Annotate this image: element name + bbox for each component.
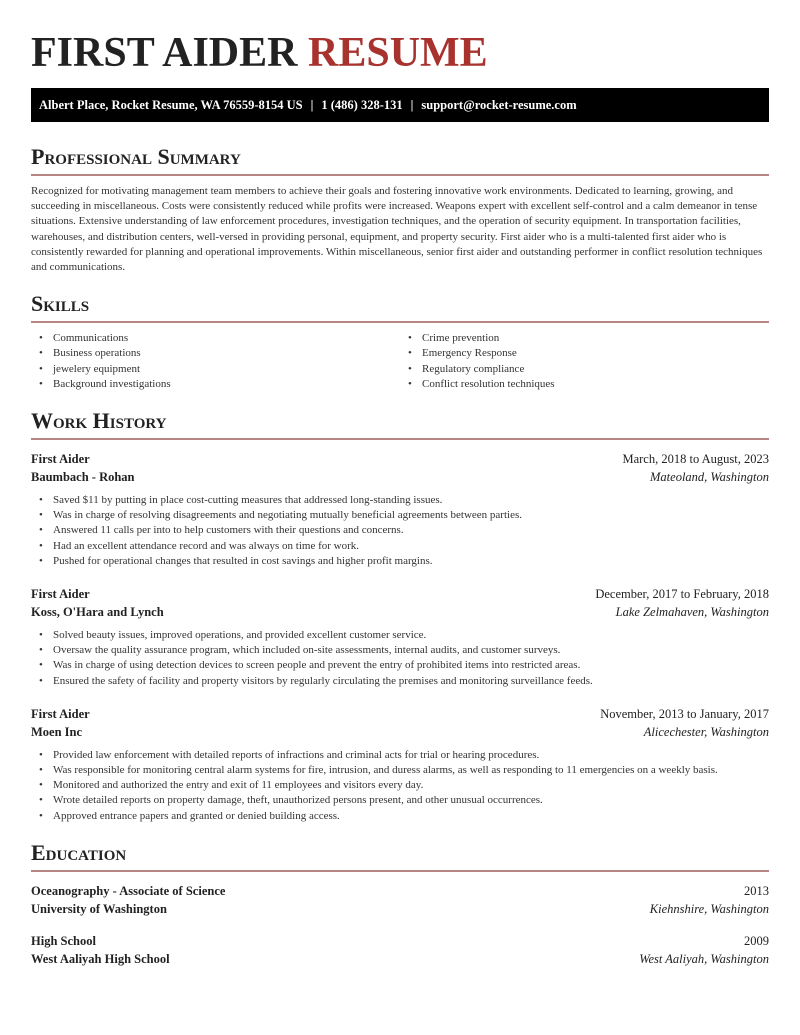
- summary-text: Recognized for motivating management team members to achieve their goals and fostering innovative work environments. Dedicated to learning, growing, and succeeding in miscellaneous. Costs were consistently reduced while profits were increased. Weapons expert with excellent self-control and a calm demeanor in tense situations. Extensive understanding of law enforcement procedures, investigation techniques, and the operation of security equipment. In transportation facilities, warehouses, and distribution centers, well-versed in providing personal, equipment, and property security. First aider who is a multi-talented first aider who is consistently rewarded for planning and operational improvements. Within miscellaneous, senior first aider and outstanding performer in conflict resolution techniques and communications.: [31, 185, 763, 274]
- job-location: Alicechester, Washington: [643, 724, 769, 739]
- job-bullet: • Saved $11 by putting in place cost-cutting measures that addressed long-standing issues.: [39, 493, 769, 508]
- contact-address: Albert Place, Rocket Resume, WA 76559-8154 US: [39, 97, 303, 112]
- skill-item: • jewelery equipment: [39, 362, 400, 377]
- contact-separator: |: [410, 97, 414, 112]
- education-location: Kiehnshire, Washington: [649, 901, 769, 916]
- job-entry: [31, 585, 769, 689]
- job-dates: December, 2017 to February, 2018: [595, 587, 769, 602]
- job-bullet: • Solved beauty issues, improved operations, and provided excellent customer service.: [39, 628, 769, 643]
- summary-heading: Professional Summary: [31, 144, 769, 176]
- contact-phone: 1 (486) 328-131: [321, 97, 403, 112]
- job-bullet: • Answered 11 calls per into to help customers with their questions and concerns.: [39, 523, 769, 538]
- job-bullet: • Was responsible for monitoring central alarm systems for fire, intrusion, and duress alarms, as well as responding to 11 emergencies on a weekly basis.: [39, 763, 769, 778]
- education-heading: Education: [31, 840, 769, 872]
- skill-item: • Background investigations: [39, 377, 400, 392]
- skill-item: • Regulatory compliance: [408, 362, 769, 377]
- job-bullet: • Oversaw the quality assurance program, which included on-site assessments, internal audits, and customer surveys.: [39, 643, 769, 658]
- education-location: West Aaliyah, Washington: [639, 951, 769, 966]
- contact-separator: |: [310, 97, 314, 112]
- job-bullet: • Was in charge of resolving disagreements and negotiating mutually beneficial agreements between parties.: [39, 508, 769, 523]
- job-dates: November, 2013 to January, 2017: [600, 706, 769, 721]
- job-entry: [31, 705, 769, 824]
- job-bullets: [31, 628, 769, 689]
- job-location: Lake Zelmahaven, Washington: [615, 605, 769, 620]
- skills-column-left: [31, 331, 400, 392]
- job-bullet: • Was in charge of using detection devices to screen people and prevent the entry of prohibited items into restricted areas.: [39, 658, 769, 673]
- education-year: 2013: [744, 883, 769, 898]
- title-accent: RESUME: [307, 30, 488, 76]
- work-history-heading: Work History: [31, 408, 769, 440]
- education-school: University of Washington: [31, 901, 167, 916]
- job-dates: March, 2018 to August, 2023: [622, 452, 769, 467]
- job-entry: [31, 450, 769, 569]
- job-bullet: • Provided law enforcement with detailed reports of infractions and criminal acts for trial or hearing procedures.: [39, 748, 769, 763]
- contact-bar: [31, 88, 769, 122]
- skill-item: • Emergency Response: [408, 346, 769, 361]
- job-bullets: [31, 748, 769, 824]
- education-degree: Oceanography - Associate of Science: [31, 883, 226, 898]
- education-entry: [31, 932, 769, 968]
- education-year: 2009: [744, 933, 769, 948]
- education-degree: High School: [31, 933, 96, 948]
- job-location: Mateoland, Washington: [650, 470, 769, 485]
- skills-heading: Skills: [31, 291, 769, 323]
- job-company: Baumbach - Rohan: [31, 470, 135, 485]
- job-title: First Aider: [31, 452, 90, 467]
- work-history-section: [31, 408, 769, 824]
- job-bullet: • Wrote detailed reports on property damage, theft, unauthorized persons present, and other unusual occurrences.: [39, 793, 769, 808]
- skill-item: • Business operations: [39, 346, 400, 361]
- job-bullets: [31, 493, 769, 569]
- job-company: Moen Inc: [31, 724, 83, 739]
- skill-item: • Conflict resolution techniques: [408, 377, 769, 392]
- title-main: FIRST AIDER: [31, 30, 298, 76]
- education-entry: [31, 882, 769, 918]
- job-company: Koss, O'Hara and Lynch: [31, 605, 164, 620]
- education-school: West Aaliyah High School: [31, 951, 170, 966]
- job-bullet: • Approved entrance papers and granted or denied building access.: [39, 809, 769, 824]
- skills-column-right: [400, 331, 769, 392]
- education-section: [31, 840, 769, 968]
- skill-item: • Communications: [39, 331, 400, 346]
- skills-list: [31, 331, 769, 392]
- job-bullet: • Had an excellent attendance record and was always on time for work.: [39, 539, 769, 554]
- job-bullet: • Ensured the safety of facility and property visitors by regularly circulating the premises and monitoring surveillance feeds.: [39, 674, 769, 689]
- job-title: First Aider: [31, 706, 90, 721]
- skills-section: [31, 291, 769, 392]
- job-title: First Aider: [31, 587, 90, 602]
- contact-email: support@rocket-resume.com: [421, 97, 577, 112]
- resume-title: [31, 28, 769, 78]
- skill-item: • Crime prevention: [408, 331, 769, 346]
- job-bullet: • Pushed for operational changes that resulted in cost savings and higher profit margins.: [39, 554, 769, 569]
- job-bullet: • Monitored and authorized the entry and exit of 11 employees and visitors every day.: [39, 778, 769, 793]
- summary-section: [31, 144, 769, 275]
